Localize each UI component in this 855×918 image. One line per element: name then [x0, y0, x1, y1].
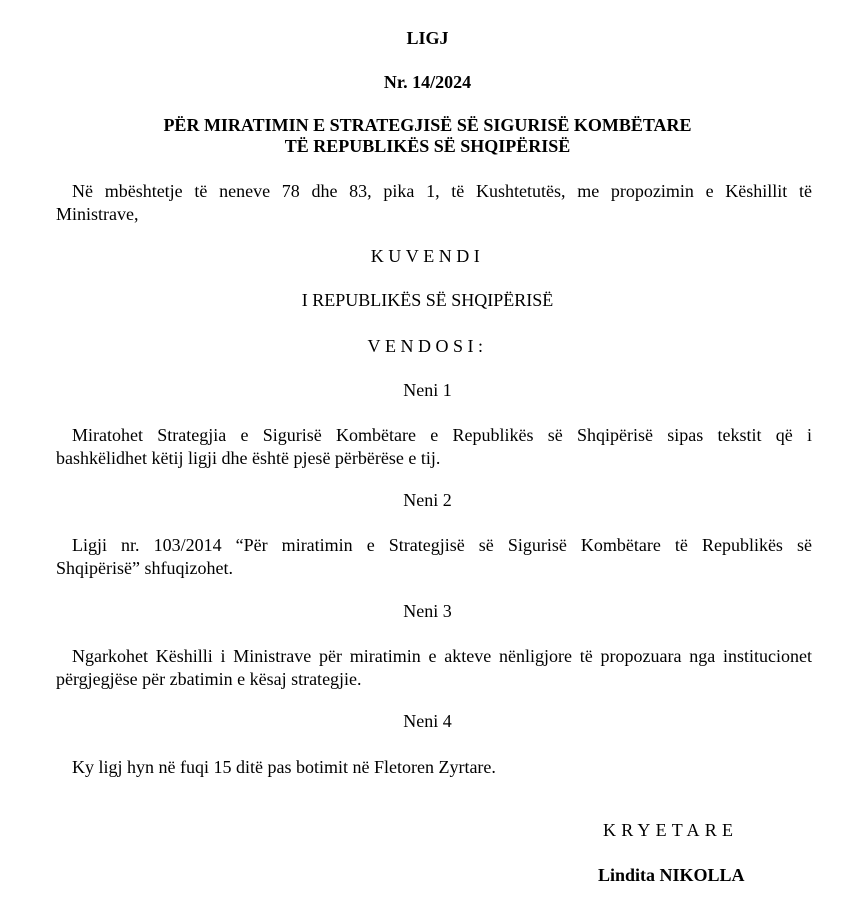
preamble-paragraph — [56, 180, 812, 226]
article-1-line-2: bashkëlidhet këtij ligji dhe është pjesë përbërëse e tij. — [56, 448, 441, 468]
article-4-heading: Neni 4 — [403, 711, 452, 731]
article-4-text — [72, 756, 812, 779]
law-number: Nr. 14/2024 — [383, 72, 472, 92]
signatory-role: KRYETARE — [603, 820, 739, 840]
article-3-text — [56, 645, 812, 691]
preamble-line-2: Ministrave, — [56, 204, 139, 224]
law-subtitle-line-2: TË REPUBLIKËS SË SHQIPËRISË — [284, 136, 571, 156]
article-3-line-2: përgjegjëse për zbatimin e kësaj strategjie. — [56, 669, 362, 689]
article-1-text — [56, 424, 812, 470]
article-3-line-1: Ngarkohet Këshilli i Ministrave për miratimin e akteve nënligjore të propozuara nga institucionet — [72, 646, 812, 666]
assembly-heading: KUVENDI — [370, 246, 485, 266]
document-type-title: LIGJ — [406, 28, 449, 48]
law-subtitle-line-1: PËR MIRATIMIN E STRATEGJISË SË SIGURISË KOMBËTARE — [163, 115, 692, 135]
article-3-heading: Neni 3 — [403, 601, 452, 621]
article-2-line-2: Shqipërisë” shfuqizohet. — [56, 558, 233, 578]
signatory-name: Lindita NIKOLLA — [598, 865, 745, 885]
decides-heading: VENDOSI: — [367, 336, 488, 356]
preamble-line-1: Në mbështetje të neneve 78 dhe 83, pika 1, të Kushtetutës, me propozimin e Këshillit të — [72, 181, 812, 201]
article-4-line-1: Ky ligj hyn në fuqi 15 ditë pas botimit në Fletoren Zyrtare. — [72, 757, 496, 777]
article-2-text — [56, 534, 812, 580]
article-1-line-1: Miratohet Strategjia e Sigurisë Kombëtare e Republikës së Shqipërisë sipas tekstit që i — [72, 425, 812, 445]
assembly-of-republic: I REPUBLIKËS SË SHQIPËRISË — [301, 290, 554, 310]
article-2-heading: Neni 2 — [403, 490, 452, 510]
article-2-line-1: Ligji nr. 103/2014 “Për miratimin e Strategjisë së Sigurisë Kombëtare të Republikës së — [72, 535, 812, 555]
law-subtitle — [0, 115, 855, 157]
article-1-heading: Neni 1 — [403, 380, 452, 400]
